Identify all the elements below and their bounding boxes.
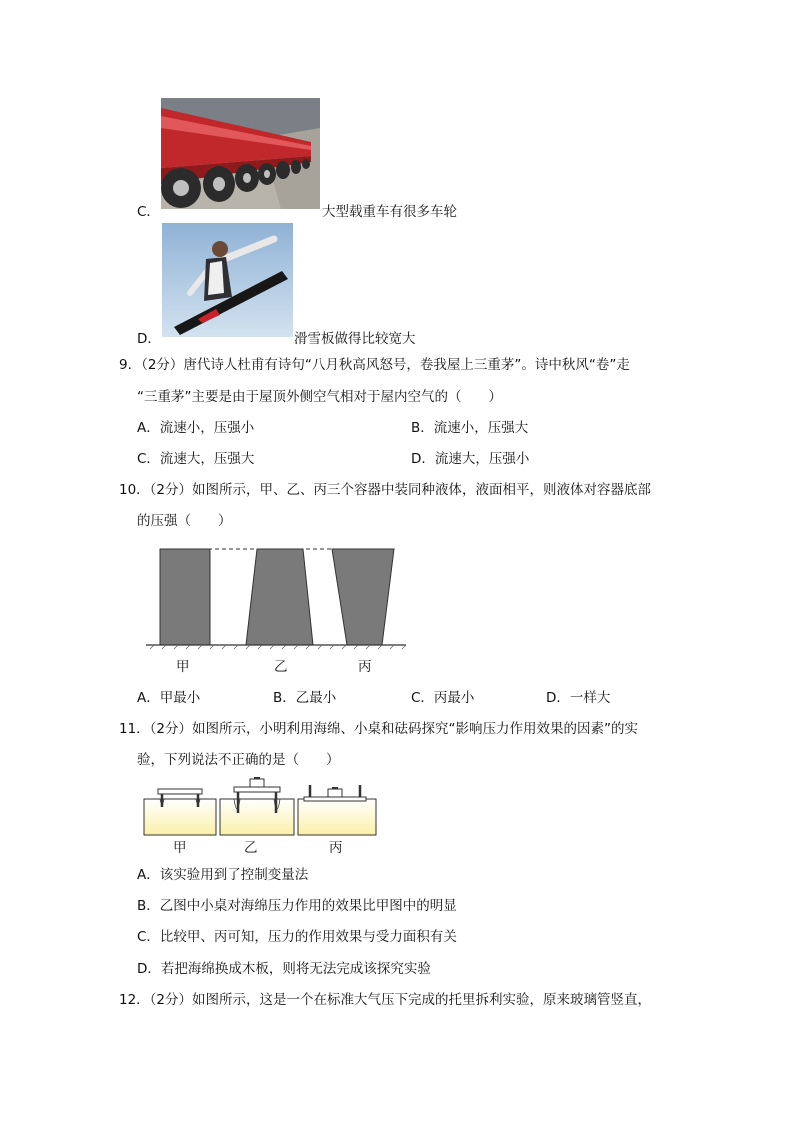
q9-option-c: C．流速大，压强大 xyxy=(137,451,255,467)
q10-label-bing: 丙 xyxy=(358,659,372,675)
q9-option-a: A．流速小，压强小 xyxy=(137,420,255,436)
containers-figure xyxy=(144,540,410,652)
sponge-table-figure xyxy=(142,777,378,839)
truck-photo xyxy=(161,98,320,209)
option-d-letter: D． xyxy=(137,331,161,347)
q11-option-a: A．该实验用到了控制变量法 xyxy=(137,867,309,883)
setup-bing xyxy=(298,785,376,835)
container-yi xyxy=(246,549,313,645)
q10-label-yi: 乙 xyxy=(274,659,288,675)
option-d-text: 滑雪板做得比较宽大 xyxy=(294,331,416,347)
option-c-text: 大型载重车有很多车轮 xyxy=(322,204,457,220)
q10-option-c: C．丙最小 xyxy=(411,690,475,706)
q9-option-d: D．流速大，压强小 xyxy=(411,451,530,467)
q10-option-d: D．一样大 xyxy=(546,690,611,706)
q9-option-b: B．流速小，压强大 xyxy=(411,420,529,436)
q11-label-yi: 乙 xyxy=(244,840,258,856)
q10-option-b: B．乙最小 xyxy=(273,690,337,706)
q11-stem-line2: 验，下列说法不正确的是（ ） xyxy=(137,752,340,768)
setup-jia xyxy=(144,789,216,835)
q11-label-jia: 甲 xyxy=(173,840,187,856)
q11-option-c: C．比较甲、丙可知，压力的作用效果与受力面积有关 xyxy=(137,929,457,945)
q10-stem-line2: 的压强（ ） xyxy=(137,513,232,529)
q10-label-jia: 甲 xyxy=(176,659,190,675)
option-c-letter: C． xyxy=(137,204,160,220)
setup-yi xyxy=(220,777,294,835)
q9-stem-line2: “三重茅”主要是由于屋顶外侧空气相对于屋内空气的（ ） xyxy=(137,389,502,405)
container-jia xyxy=(160,549,210,645)
q11-label-bing: 丙 xyxy=(329,840,343,856)
q11-option-b: B．乙图中小桌对海绵压力作用的效果比甲图中的明显 xyxy=(137,898,457,914)
snowboarder-photo xyxy=(162,223,293,337)
q11-option-d: D．若把海绵换成木板，则将无法完成该探究实验 xyxy=(137,961,431,977)
q11-stem-line1: 11．（2分）如图所示，小明利用海绵、小桌和砝码探究“影响压力作用效果的因素”的实 xyxy=(119,721,639,737)
q9-stem-line1: 9．（2分）唐代诗人杜甫有诗句“八月秋高风怒号，卷我屋上三重茅”。诗中秋风“卷”走 xyxy=(119,357,630,373)
q10-stem-line1: 10．（2分）如图所示，甲、乙、丙三个容器中装同种液体，液面相平，则液体对容器底部 xyxy=(119,482,652,498)
q12-stem-line1: 12．（2分）如图所示，这是一个在标准大气压下完成的托里拆利实验，原来玻璃管竖直， xyxy=(119,992,652,1008)
q10-option-a: A．甲最小 xyxy=(137,690,201,706)
container-bing xyxy=(332,549,394,645)
